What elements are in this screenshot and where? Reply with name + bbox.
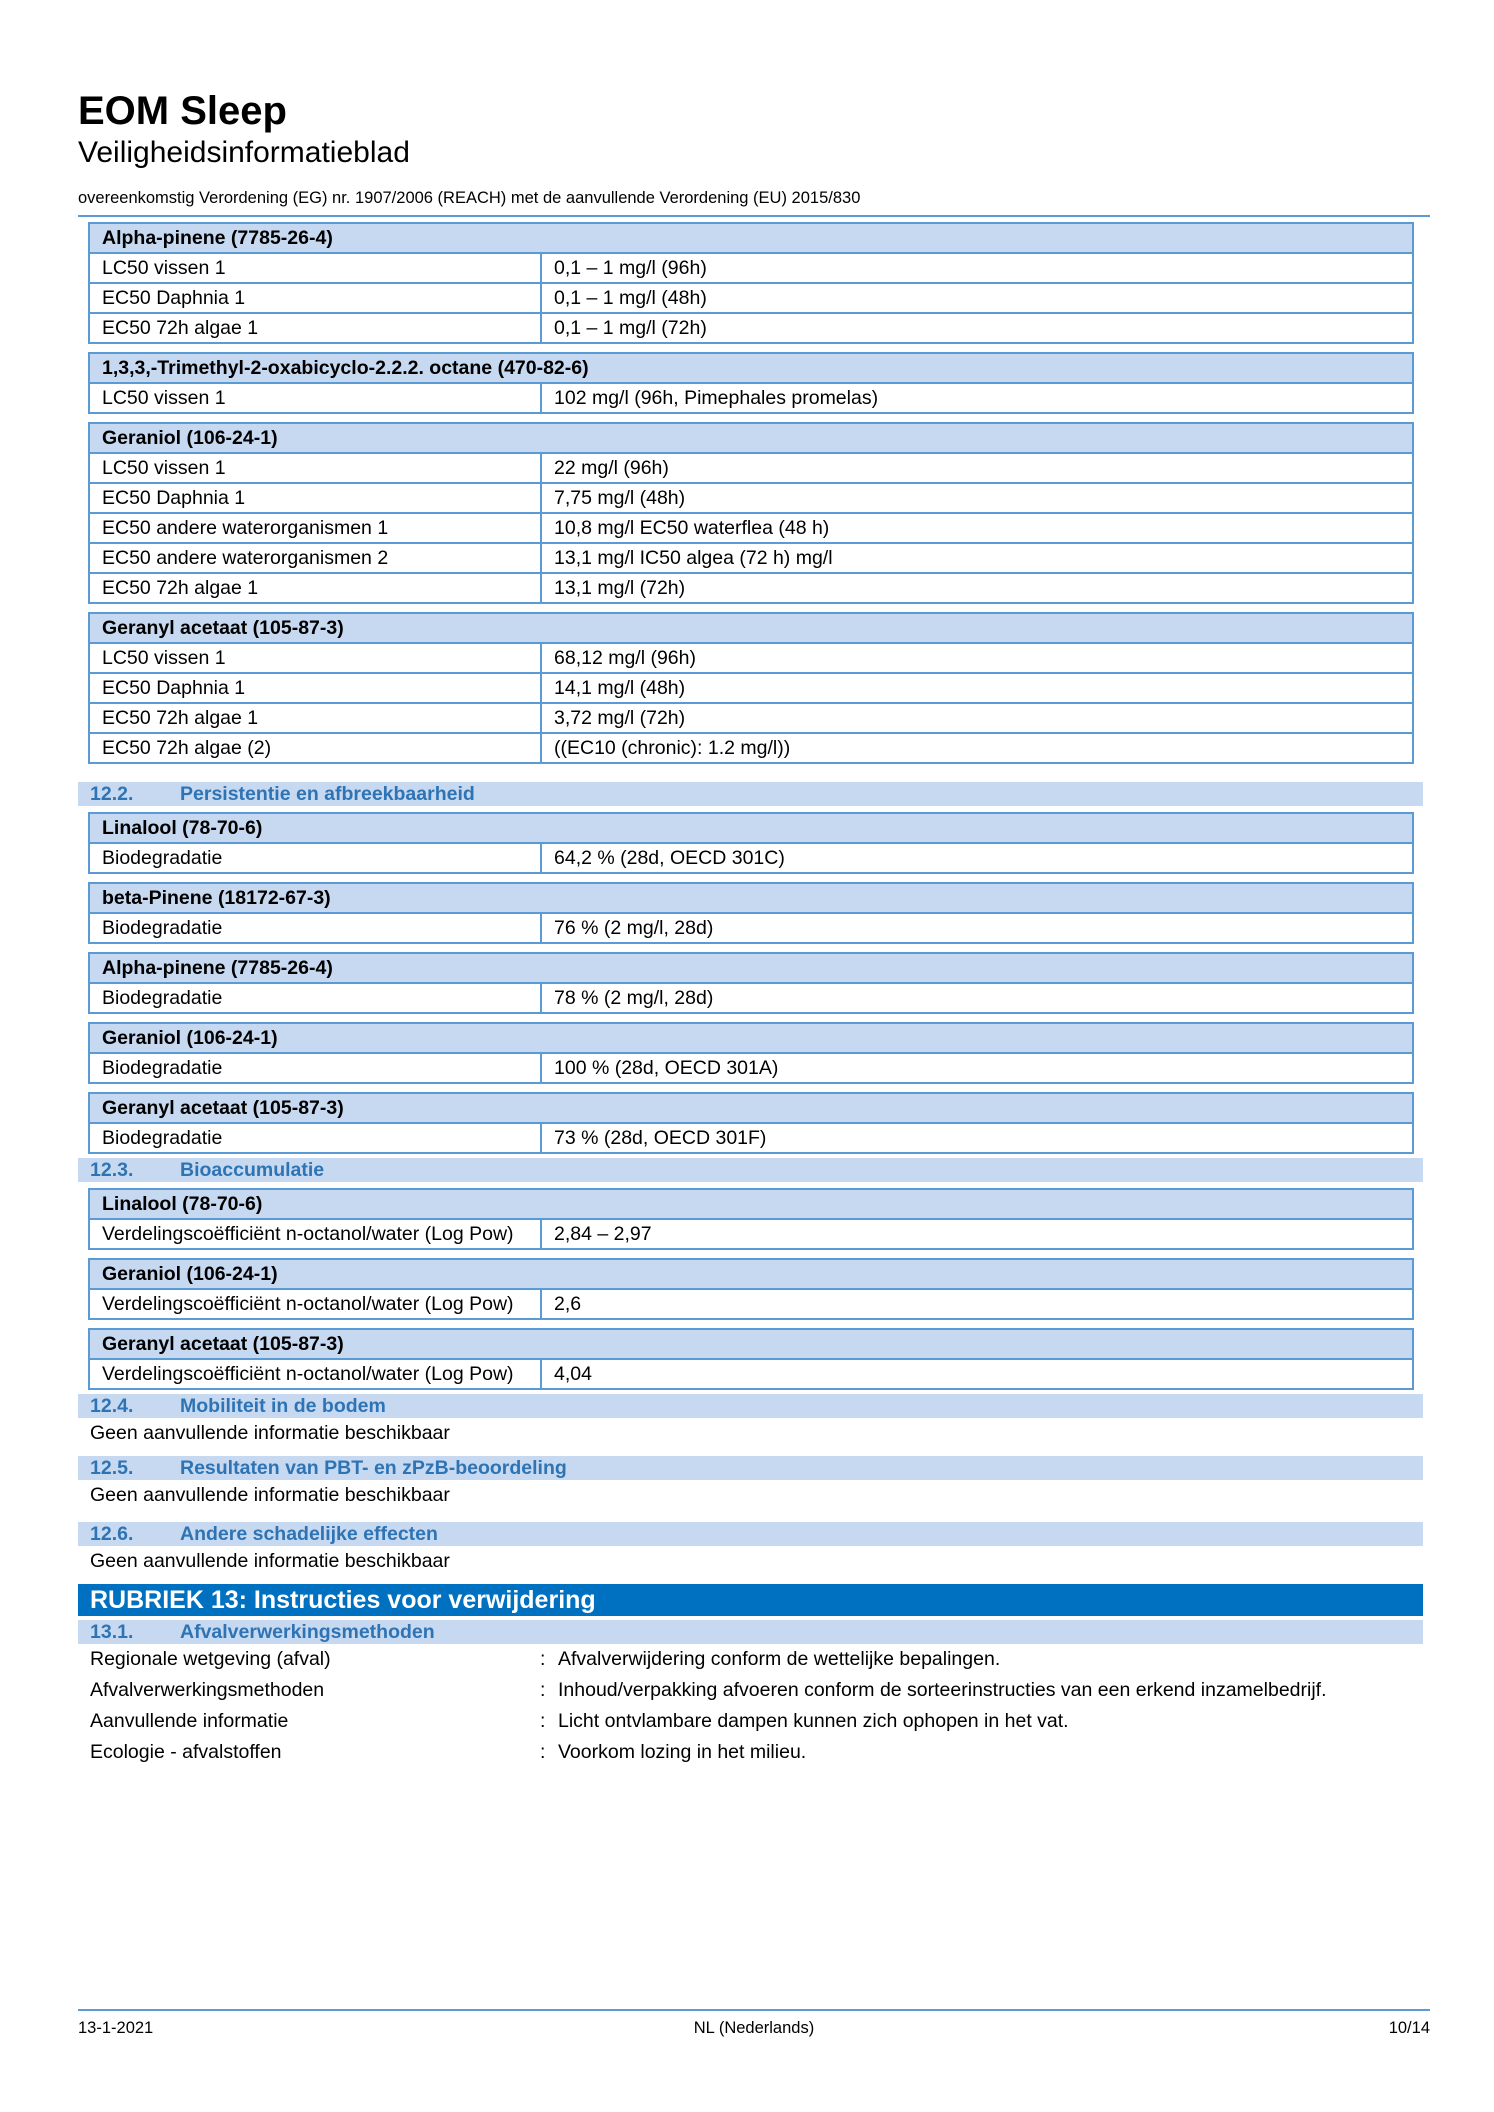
table-row	[89, 673, 1413, 703]
parameter-value: 10,8 mg/l EC50 waterflea (48 h)	[541, 513, 1413, 543]
colon-separator: :	[540, 1710, 546, 1732]
parameter-label: Verdelingscoëfficiënt n-octanol/water (Log Pow)	[89, 1289, 541, 1319]
parameter-label: EC50 andere waterorganismen 1	[89, 513, 541, 543]
rubric-13-header: RUBRIEK 13: Instructies voor verwijdering	[78, 1584, 1423, 1616]
parameter-value: 7,75 mg/l (48h)	[541, 483, 1413, 513]
substance-table	[88, 1258, 1414, 1320]
disposal-list	[78, 1644, 1422, 1768]
parameter-value: 78 % (2 mg/l, 28d)	[541, 983, 1413, 1013]
parameter-value: 13,1 mg/l (72h)	[541, 573, 1413, 603]
section-title: Resultaten van PBT- en zPzB-beoordeling	[180, 1457, 567, 1479]
footer-divider	[78, 2009, 1430, 2011]
substance-table	[88, 1188, 1414, 1250]
parameter-label: LC50 vissen 1	[89, 643, 541, 673]
substance-table	[88, 952, 1414, 1014]
section-number: 12.4.	[90, 1395, 134, 1417]
parameter-value: 2,6	[541, 1289, 1413, 1319]
section-12-3-header	[78, 1158, 1423, 1182]
document-title: EOM Sleep	[78, 89, 287, 133]
table-row	[89, 453, 1413, 483]
parameter-value: 64,2 % (28d, OECD 301C)	[541, 843, 1413, 873]
section-number: 13.1.	[90, 1621, 134, 1643]
parameter-value: 100 % (28d, OECD 301A)	[541, 1053, 1413, 1083]
table-row	[89, 983, 1413, 1013]
table-row	[89, 1219, 1413, 1249]
substance-name: beta-Pinene (18172-67-3)	[89, 883, 1413, 913]
page-footer	[78, 2018, 1430, 2038]
disposal-value: Voorkom lozing in het milieu.	[558, 1741, 807, 1763]
table-row	[89, 1289, 1413, 1319]
parameter-label: EC50 72h algae 1	[89, 313, 541, 343]
parameter-label: Biodegradatie	[89, 1053, 541, 1083]
substance-name: Geranyl acetaat (105-87-3)	[89, 613, 1413, 643]
table-row	[89, 913, 1413, 943]
regulation-line: overeenkomstig Verordening (EG) nr. 1907/2006 (REACH) met de aanvullende Verordening (EU) 2015/830	[78, 189, 861, 207]
parameter-label: Biodegradatie	[89, 1123, 541, 1153]
disposal-value: Licht ontvlambare dampen kunnen zich ophopen in het vat.	[558, 1710, 1069, 1732]
disposal-key: Afvalverwerkingsmethoden	[90, 1679, 325, 1701]
section-12-5-text: Geen aanvullende informatie beschikbaar	[90, 1484, 450, 1506]
header-divider	[78, 215, 1430, 217]
parameter-label: EC50 72h algae 1	[89, 703, 541, 733]
substance-table	[88, 882, 1414, 944]
section-12-4-text: Geen aanvullende informatie beschikbaar	[90, 1422, 450, 1444]
parameter-value: ((EC10 (chronic): 1.2 mg/l))	[541, 733, 1413, 763]
substance-name: 1,3,3,-Trimethyl-2-oxabicyclo-2.2.2. octane (470-82-6)	[89, 353, 1413, 383]
table-row	[89, 383, 1413, 413]
section-number: 12.2.	[90, 783, 134, 805]
substance-table	[88, 422, 1414, 604]
parameter-label: Verdelingscoëfficiënt n-octanol/water (Log Pow)	[89, 1219, 541, 1249]
parameter-value: 73 % (28d, OECD 301F)	[541, 1123, 1413, 1153]
parameter-value: 0,1 – 1 mg/l (96h)	[541, 253, 1413, 283]
section-title: Bioaccumulatie	[180, 1159, 325, 1181]
section-12-4-header	[78, 1394, 1423, 1418]
disposal-key: Regionale wetgeving (afval)	[90, 1648, 331, 1670]
substance-name: Geranyl acetaat (105-87-3)	[89, 1093, 1413, 1123]
substance-name: Geraniol (106-24-1)	[89, 1259, 1413, 1289]
colon-separator: :	[540, 1741, 546, 1763]
toxicity-tables	[78, 222, 1422, 764]
section-13-1-header	[78, 1620, 1423, 1644]
section-12-6-text: Geen aanvullende informatie beschikbaar	[90, 1550, 450, 1572]
parameter-value: 14,1 mg/l (48h)	[541, 673, 1413, 703]
parameter-value: 76 % (2 mg/l, 28d)	[541, 913, 1413, 943]
parameter-label: EC50 72h algae (2)	[89, 733, 541, 763]
parameter-label: Biodegradatie	[89, 983, 541, 1013]
table-row	[89, 843, 1413, 873]
parameter-label: EC50 Daphnia 1	[89, 483, 541, 513]
parameter-label: Biodegradatie	[89, 913, 541, 943]
parameter-label: EC50 andere waterorganismen 2	[89, 543, 541, 573]
section-number: 12.6.	[90, 1523, 134, 1545]
table-row	[89, 483, 1413, 513]
colon-separator: :	[540, 1648, 546, 1670]
disposal-value: Afvalverwijdering conform de wettelijke bepalingen.	[558, 1648, 1001, 1670]
table-row	[89, 733, 1413, 763]
substance-table	[88, 1328, 1414, 1390]
parameter-value: 0,1 – 1 mg/l (48h)	[541, 283, 1413, 313]
table-row	[89, 643, 1413, 673]
parameter-label: LC50 vissen 1	[89, 453, 541, 483]
parameter-label: Biodegradatie	[89, 843, 541, 873]
table-row	[89, 1123, 1413, 1153]
parameter-value: 68,12 mg/l (96h)	[541, 643, 1413, 673]
disposal-key: Ecologie - afvalstoffen	[90, 1741, 282, 1763]
disposal-value: Inhoud/verpakking afvoeren conform de sorteerinstructies van een erkend inzamelbedrijf.	[558, 1679, 1327, 1701]
section-12-2-header	[78, 782, 1423, 806]
document-subtitle: Veiligheidsinformatieblad	[78, 136, 410, 169]
section-number: 12.5.	[90, 1457, 134, 1479]
table-row	[89, 313, 1413, 343]
substance-name: Linalool (78-70-6)	[89, 1189, 1413, 1219]
table-row	[89, 513, 1413, 543]
parameter-value: 2,84 – 2,97	[541, 1219, 1413, 1249]
parameter-label: EC50 72h algae 1	[89, 573, 541, 603]
substance-name: Alpha-pinene (7785-26-4)	[89, 223, 1413, 253]
table-row	[89, 283, 1413, 313]
parameter-label: EC50 Daphnia 1	[89, 283, 541, 313]
footer-language: NL (Nederlands)	[693, 2019, 815, 2037]
substance-name: Alpha-pinene (7785-26-4)	[89, 953, 1413, 983]
section-12-5-header	[78, 1456, 1423, 1480]
disposal-key: Aanvullende informatie	[90, 1710, 289, 1732]
parameter-value: 4,04	[541, 1359, 1413, 1389]
substance-name: Geraniol (106-24-1)	[89, 423, 1413, 453]
parameter-label: LC50 vissen 1	[89, 253, 541, 283]
table-row	[89, 253, 1413, 283]
substance-table	[88, 1092, 1414, 1154]
parameter-value: 0,1 – 1 mg/l (72h)	[541, 313, 1413, 343]
parameter-label: EC50 Daphnia 1	[89, 673, 541, 703]
substance-table	[88, 612, 1414, 764]
parameter-label: Verdelingscoëfficiënt n-octanol/water (Log Pow)	[89, 1359, 541, 1389]
disposal-row	[78, 1644, 1422, 1675]
substance-name: Geraniol (106-24-1)	[89, 1023, 1413, 1053]
substance-table	[88, 812, 1414, 874]
parameter-value: 3,72 mg/l (72h)	[541, 703, 1413, 733]
substance-table	[88, 352, 1414, 414]
section-12-6-header	[78, 1522, 1423, 1546]
table-row	[89, 1053, 1413, 1083]
substance-table	[88, 1022, 1414, 1084]
persistence-tables	[78, 812, 1422, 1154]
parameter-label: LC50 vissen 1	[89, 383, 541, 413]
disposal-row	[78, 1675, 1422, 1706]
substance-name: Linalool (78-70-6)	[89, 813, 1413, 843]
table-row	[89, 1359, 1413, 1389]
table-row	[89, 573, 1413, 603]
substance-table	[88, 222, 1414, 344]
bioaccumulation-tables	[78, 1188, 1422, 1390]
disposal-row	[78, 1737, 1422, 1768]
table-row	[89, 703, 1413, 733]
disposal-row	[78, 1706, 1422, 1737]
table-row	[89, 543, 1413, 573]
parameter-value: 13,1 mg/l IC50 algea (72 h) mg/l	[541, 543, 1413, 573]
parameter-value: 102 mg/l (96h, Pimephales promelas)	[541, 383, 1413, 413]
footer-date: 13-1-2021	[78, 2019, 154, 2037]
page-content	[78, 222, 1422, 1768]
section-title: Andere schadelijke effecten	[180, 1523, 438, 1545]
section-title: Persistentie en afbreekbaarheid	[180, 783, 475, 805]
footer-page-number: 10/14	[1388, 2019, 1430, 2037]
parameter-value: 22 mg/l (96h)	[541, 453, 1413, 483]
section-title: Afvalverwerkingsmethoden	[180, 1621, 435, 1643]
section-number: 12.3.	[90, 1159, 134, 1181]
colon-separator: :	[540, 1679, 546, 1701]
section-title: Mobiliteit in de bodem	[180, 1395, 386, 1417]
substance-name: Geranyl acetaat (105-87-3)	[89, 1329, 1413, 1359]
